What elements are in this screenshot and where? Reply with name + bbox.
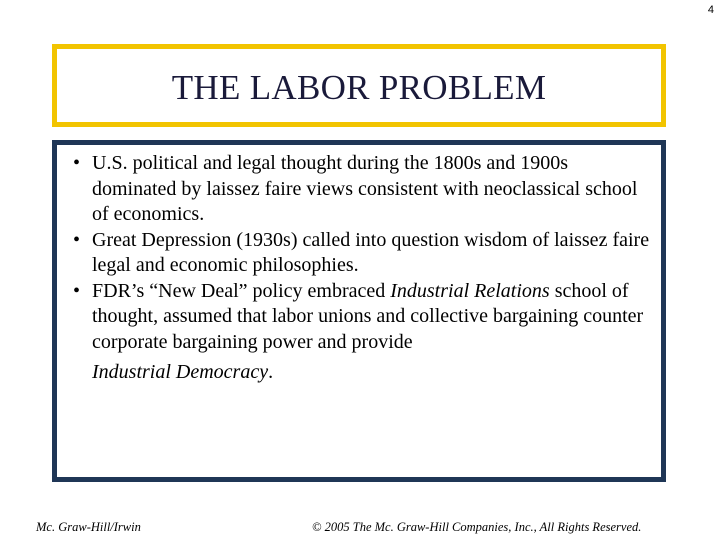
bullet-icon: • bbox=[72, 152, 80, 174]
bullet-text-start: FDR’s “New Deal” policy embraced bbox=[92, 279, 391, 302]
bullet-icon: • bbox=[72, 228, 80, 251]
footer-copyright: © 2005 The Mc. Graw-Hill Companies, Inc., All Rights Reserved. bbox=[312, 520, 642, 534]
slide-title: THE LABOR PROBLEM bbox=[171, 67, 547, 107]
bullet-item bbox=[61, 151, 657, 228]
bullet-text: Great Depression (1930s) called into question wisdom of laissez faire legal and economic philosophies. bbox=[92, 228, 650, 276]
closing-punctuation: . bbox=[268, 361, 274, 383]
closing-italic-term: Industrial Democracy bbox=[92, 361, 269, 383]
bullet-item bbox=[61, 279, 657, 387]
bullet-text: U.S. political and legal thought during the 1800s and 1900s dominated by laissez faire views consistent with neoclassical school of economics. bbox=[92, 152, 638, 225]
bullet-text-end: school of thought, assumed that labor unions and collective bargaining counter corporate bargaining power and provide bbox=[92, 279, 644, 353]
footer-publisher: Mc. Graw-Hill/Irwin bbox=[36, 520, 141, 534]
bullet-tail bbox=[92, 359, 657, 386]
bullet-icon: • bbox=[72, 279, 80, 302]
italic-term: Industrial Relations bbox=[390, 279, 550, 302]
content-box bbox=[52, 140, 666, 482]
bullet-item bbox=[61, 228, 657, 279]
title-box bbox=[52, 44, 666, 127]
page-number: 4 bbox=[707, 4, 714, 16]
bullet-list bbox=[61, 151, 657, 386]
